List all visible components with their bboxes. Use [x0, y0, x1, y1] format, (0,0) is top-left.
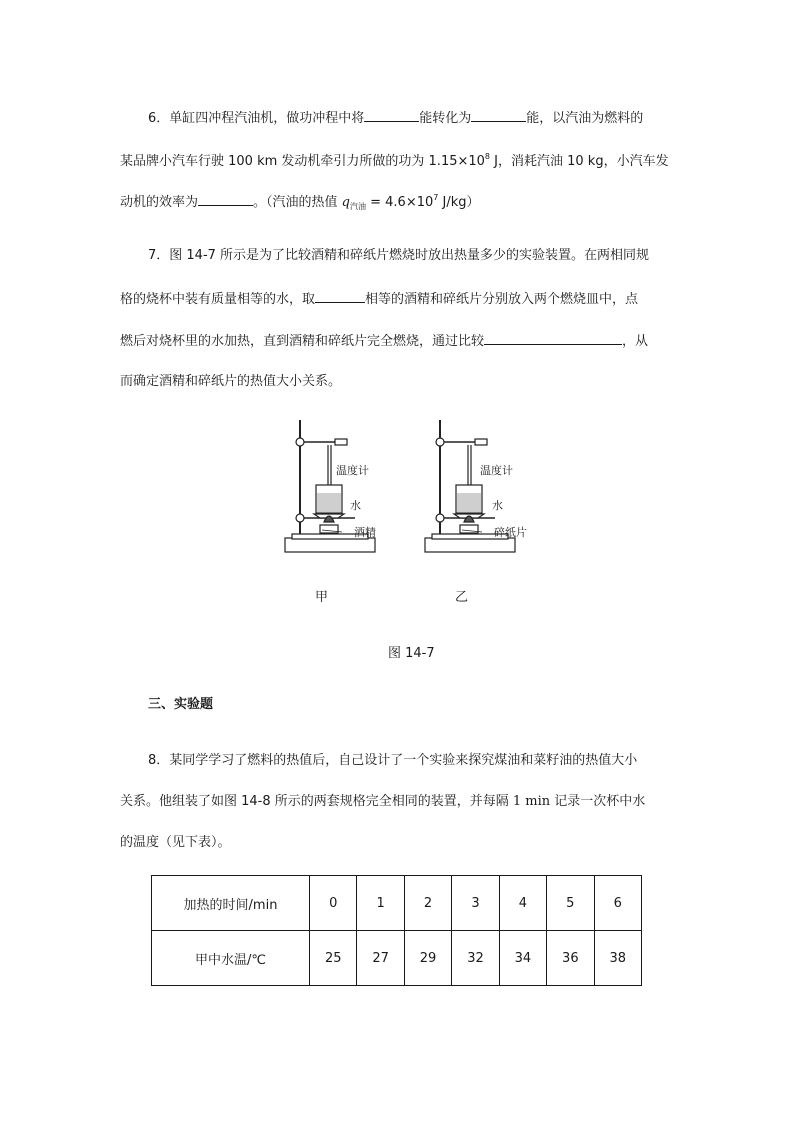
- q8-line-3: [120, 834, 231, 852]
- q6-text: 6．单缸四冲程汽油机，做功冲程中将: [148, 111, 365, 126]
- figure-caption: 图 14-7: [388, 646, 435, 661]
- exponent: 7: [433, 193, 439, 202]
- q8-text: 8．某同学学习了燃料的热值后，自己设计了一个实验来探究煤油和菜籽油的热值大小: [148, 753, 638, 768]
- table-cell: 27: [357, 931, 404, 986]
- q7-line-1: [148, 247, 649, 265]
- table-cell: 0: [310, 876, 357, 931]
- q8-line-1: [148, 752, 637, 770]
- q6-text: 动机的效率为: [120, 195, 199, 210]
- table-cell: 1: [357, 876, 404, 931]
- label-fuel-right: 碎纸片: [494, 526, 527, 539]
- table-cell: 5: [547, 876, 594, 931]
- q6-text: 某品牌小汽车行驶 100 km 发动机牵引力所做的功为 1.15×10: [120, 154, 485, 169]
- table-header-temp: 甲中水温/℃: [152, 931, 310, 986]
- q8-text: 关系。他组装了如图 14-8 所示的两套规格完全相同的装置，并每隔: [120, 794, 513, 809]
- table-cell: 29: [404, 931, 451, 986]
- base-left: [285, 538, 375, 552]
- answer-blank[interactable]: [364, 109, 419, 122]
- table-cell: 6: [594, 876, 641, 931]
- answer-blank[interactable]: [198, 193, 253, 206]
- table-cell: 25: [310, 931, 357, 986]
- table-cell: 4: [499, 876, 546, 931]
- q6-text: J/kg）: [438, 195, 480, 210]
- exponent: 8: [484, 152, 491, 161]
- q6-text: J，消耗汽油 10 kg，小汽车发: [490, 154, 669, 169]
- table-cell: 2: [404, 876, 451, 931]
- symbol-q: q: [341, 195, 350, 210]
- q7-line-2: [120, 290, 638, 309]
- label-water-right: 水: [492, 499, 503, 512]
- burner-right: [460, 525, 478, 533]
- table-row: [152, 876, 642, 931]
- answer-blank[interactable]: [471, 109, 526, 122]
- q8-line-2: [120, 793, 645, 811]
- q8-text: 的温度（见下表）。: [120, 835, 231, 850]
- base-right: [425, 538, 515, 552]
- section-title: 三、实验题: [148, 697, 214, 712]
- label-fuel-left: 酒精: [354, 526, 376, 539]
- q6-text: 能，以汽油为燃料的: [526, 111, 644, 126]
- experiment-figure: [280, 410, 540, 560]
- figure-label-left: 甲: [315, 590, 329, 605]
- burner-left: [320, 525, 338, 533]
- answer-blank[interactable]: [315, 290, 365, 303]
- label-water-left: 水: [350, 499, 361, 512]
- q7-text: 而确定酒精和碎纸片的热值大小关系。: [120, 374, 342, 389]
- table-cell: 3: [452, 876, 499, 931]
- temperature-table: [151, 875, 642, 986]
- answer-blank[interactable]: [484, 332, 622, 345]
- q6-text: 。（汽油的热值: [253, 195, 342, 210]
- table-cell: 32: [452, 931, 499, 986]
- label-thermometer-right: 温度计: [480, 464, 513, 477]
- q6-text: = 4.6×10: [365, 195, 434, 210]
- table-row: [152, 931, 642, 986]
- q7-line-3: [120, 332, 648, 351]
- q6-text: 能转化为: [419, 111, 472, 126]
- q7-line-4: [120, 373, 341, 391]
- q8-text: 记录一次杯中水: [550, 794, 646, 809]
- q7-text: 燃后对烧杯里的水加热，直到酒精和碎纸片完全燃烧，通过比较: [120, 334, 485, 349]
- q6-line-3: [120, 193, 480, 212]
- table-cell: 36: [547, 931, 594, 986]
- q7-text: 相等的酒精和碎纸片分别放入两个燃烧皿中，点: [365, 292, 639, 307]
- label-thermometer-left: 温度计: [336, 464, 369, 477]
- q6-line-2: [120, 153, 669, 171]
- q7-text: 格的烧杯中装有质量相等的水，取: [120, 292, 316, 307]
- q7-text: ，从: [622, 334, 649, 349]
- table-header-time: 加热的时间/min: [152, 876, 310, 931]
- subscript: 汽油: [349, 202, 366, 211]
- q6-line-1: [148, 109, 643, 128]
- table-cell: 38: [594, 931, 641, 986]
- table-cell: 34: [499, 931, 546, 986]
- q7-text: 7．图 14-7 所示是为了比较酒精和碎纸片燃烧时放出热量多少的实验装置。在两相同规: [148, 248, 650, 263]
- figure-label-right: 乙: [455, 590, 469, 605]
- q8-text: 1 min: [512, 794, 551, 809]
